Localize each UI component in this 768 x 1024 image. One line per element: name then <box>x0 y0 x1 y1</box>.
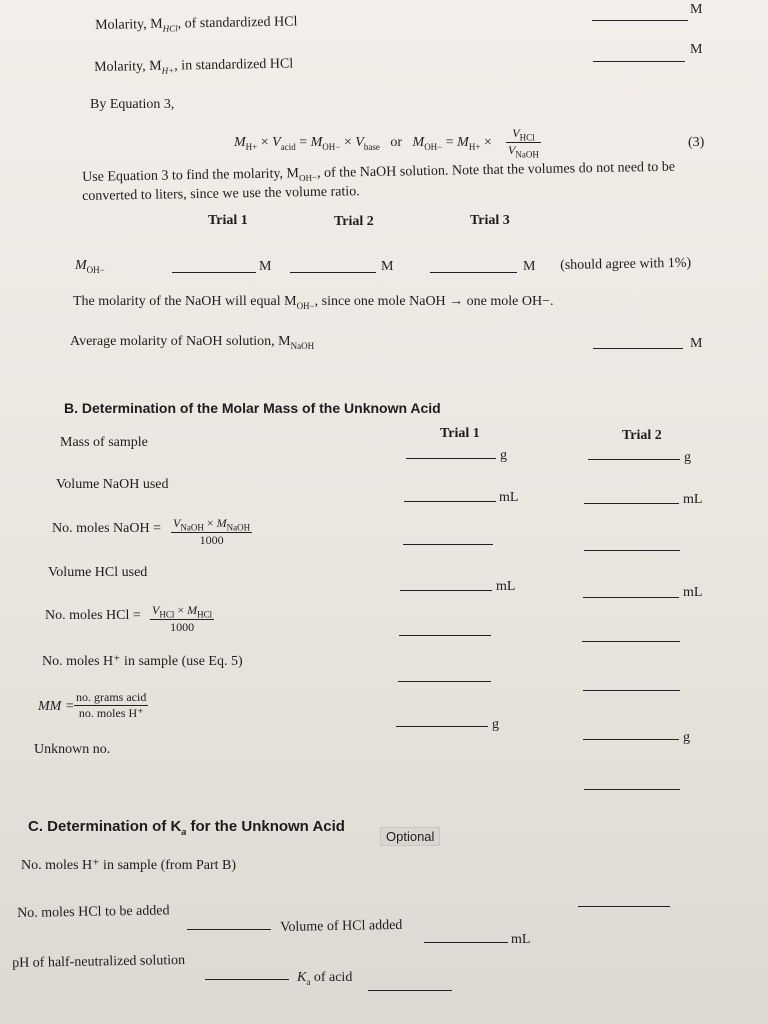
unknown-no-label: Unknown no. <box>34 742 111 757</box>
volume-naoh-label: Volume NaOH used <box>56 477 169 492</box>
use-equation-text-line2: converted to liters, since we use the volume ratio. <box>82 184 360 204</box>
ka-label: $K_a$ of acid <box>297 970 353 987</box>
use-equation-text-line1: Use Equation 3 to find the molarity, $M_{OH-}$, of the NaOH solution. Note that the volumes do not need to be <box>82 159 676 185</box>
equation-number: (3) <box>688 135 705 150</box>
moles-naoh-label: No. moles NaOH = <box>52 521 161 536</box>
moles-hcl-trial-1-field[interactable] <box>399 635 491 636</box>
moh-trial-3-field[interactable] <box>430 272 517 273</box>
moh-trial-3-unit: M <box>523 259 536 274</box>
mass-sample-trial-1-unit: g <box>500 448 507 463</box>
moles-hplus-part-b-label: No. moles H⁺ in sample (from Part B) <box>21 858 237 873</box>
average-molarity-label: Average molarity of NaOH solution, $M_{NaOH}$ <box>70 334 315 351</box>
trial-1-header: Trial 1 <box>208 213 248 228</box>
moh-trial-2-unit: M <box>381 259 394 274</box>
moles-hcl-add-field[interactable] <box>187 929 271 930</box>
volume-naoh-trial-1-field[interactable] <box>404 501 496 502</box>
moles-hcl-trial-2-field[interactable] <box>582 641 680 642</box>
moles-hcl-label: No. moles HCl = <box>45 608 141 623</box>
volume-naoh-trial-2-unit: mL <box>683 492 703 507</box>
trial-2-header: Trial 2 <box>334 214 374 229</box>
mm-trial-2-field[interactable] <box>583 739 679 740</box>
mm-trial-2-unit: g <box>683 730 690 745</box>
molarity-hcl-unit: M <box>690 2 703 17</box>
molarity-hplus-unit: M <box>690 42 703 57</box>
volume-hcl-trial-1-unit: mL <box>496 579 516 594</box>
equation-3-fraction: $V_{HCl}$ $V_{NaOH}$ <box>508 126 539 160</box>
mm-trial-1-field[interactable] <box>396 726 488 727</box>
mass-sample-label: Mass of sample <box>60 435 148 450</box>
moh-label: $M_{OH-}$ <box>75 258 105 275</box>
part-b-trial-2-header: Trial 2 <box>622 428 662 443</box>
mm-fraction: no. grams acid no. moles H⁺ <box>76 690 147 720</box>
moles-hplus-label: No. moles H⁺ in sample (use Eq. 5) <box>42 654 243 669</box>
molarity-hplus-label: Molarity, $M_{H+}$, in standardized HCl <box>94 56 294 76</box>
mass-sample-trial-2-field[interactable] <box>588 459 680 460</box>
part-b-heading: B. Determination of the Molar Mass of the Unknown Acid <box>64 400 441 416</box>
equation-3: $M_{H+} \times V_{acid} = M_{OH-} \times V_{base}$ or $M_{OH-} = M_{H+}$ × <box>234 135 492 152</box>
volume-hcl-added-label: Volume of HCl added <box>280 917 403 935</box>
mass-sample-trial-1-field[interactable] <box>406 458 496 459</box>
optional-badge: Optional <box>380 827 440 846</box>
mass-sample-trial-2-unit: g <box>684 450 691 465</box>
moles-hcl-add-label: No. moles HCl to be added <box>17 903 170 921</box>
molarity-hplus-field[interactable] <box>593 61 685 62</box>
volume-hcl-added-unit: mL <box>511 932 531 947</box>
trial-3-header: Trial 3 <box>470 213 510 228</box>
average-molarity-unit: M <box>690 336 703 351</box>
ka-field[interactable] <box>368 990 452 991</box>
moh-trial-1-field[interactable] <box>172 272 256 273</box>
volume-hcl-added-field[interactable] <box>424 942 508 943</box>
volume-hcl-trial-2-field[interactable] <box>583 597 679 598</box>
molarity-naoh-equal-text: The molarity of the NaOH will equal $M_{OH-}$, since one mole NaOH → one mole OH−. <box>73 294 554 311</box>
part-c-heading: C. Determination of $K_a$ for the Unknown Acid <box>28 818 345 837</box>
moles-hplus-part-b-field[interactable] <box>578 906 670 907</box>
ph-half-label: pH of half-neutralized solution <box>12 952 186 971</box>
moh-trial-2-field[interactable] <box>290 272 376 273</box>
molarity-hcl-field[interactable] <box>592 20 688 21</box>
moh-trial-1-unit: M <box>259 259 272 274</box>
should-agree-note: (should agree with 1%) <box>560 255 692 273</box>
moles-hplus-trial-1-field[interactable] <box>398 681 491 682</box>
part-b-trial-1-header: Trial 1 <box>440 426 480 441</box>
mm-label: MM = <box>38 699 75 714</box>
volume-naoh-trial-1-unit: mL <box>499 490 519 505</box>
moles-naoh-trial-2-field[interactable] <box>584 550 680 551</box>
volume-naoh-trial-2-field[interactable] <box>584 503 679 504</box>
unknown-no-field[interactable] <box>584 789 680 790</box>
average-molarity-field[interactable] <box>593 348 683 349</box>
molarity-hcl-label: Molarity, $M_{HCl}$, of standardized HCl <box>95 14 298 34</box>
moles-hcl-fraction: $V_{HCl} \times M_{HCl}$ 1000 <box>152 603 213 635</box>
moles-naoh-trial-1-field[interactable] <box>403 544 493 545</box>
volume-hcl-trial-2-unit: mL <box>683 585 703 600</box>
ph-half-field[interactable] <box>205 979 289 980</box>
mm-trial-1-unit: g <box>492 717 499 732</box>
moles-naoh-fraction: $V_{NaOH} \times M_{NaOH}$ 1000 <box>173 516 251 548</box>
by-equation-label: By Equation 3, <box>90 97 175 112</box>
moles-hplus-trial-2-field[interactable] <box>583 690 680 691</box>
volume-hcl-label: Volume HCl used <box>48 565 148 580</box>
volume-hcl-trial-1-field[interactable] <box>400 590 492 591</box>
